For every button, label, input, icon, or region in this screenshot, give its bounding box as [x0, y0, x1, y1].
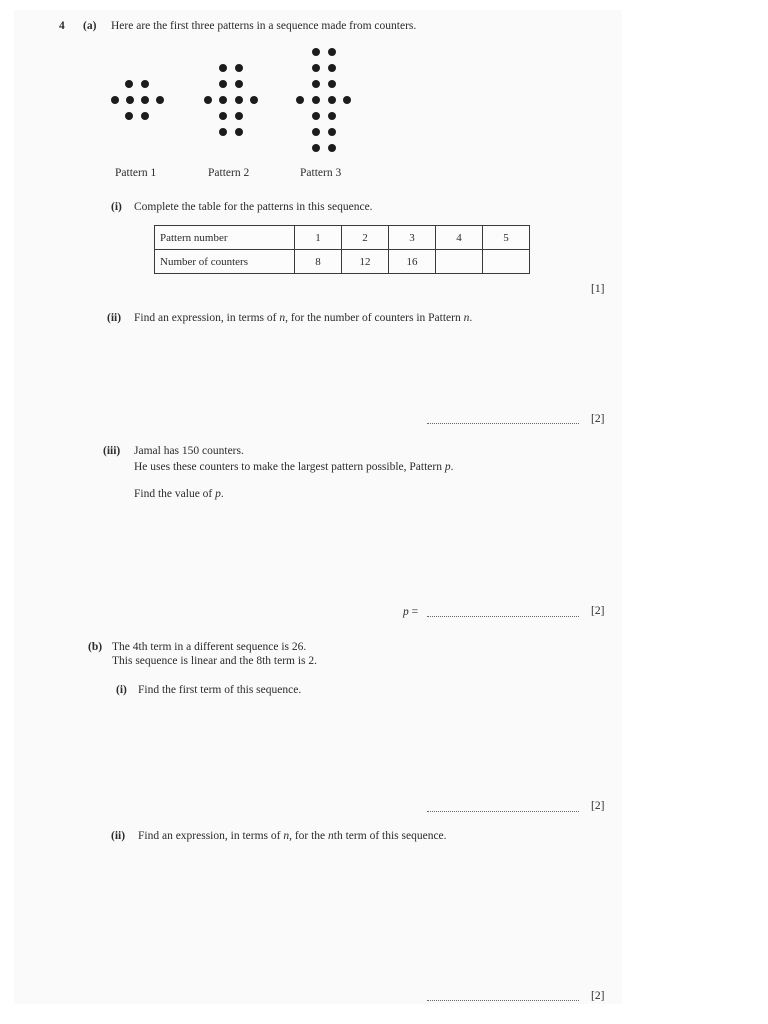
part-a-iii-label: (iii) [103, 445, 121, 457]
pattern-table [154, 225, 530, 274]
table-row-header: Number of counters [155, 250, 295, 274]
table-row [155, 226, 530, 250]
part-b-ii-text: Find an expression, in terms of n, for the nth term of this sequence. [138, 830, 447, 842]
pattern-number-cell: 3 [389, 226, 436, 250]
pattern-number-cell: 5 [483, 226, 530, 250]
counter-count-cell: 12 [342, 250, 389, 274]
table-row-header: Pattern number [155, 226, 295, 250]
part-b-i-text: Find the first term of this sequence. [138, 684, 302, 696]
answer-line-b-i[interactable] [427, 811, 579, 812]
marks-a-ii: [2] [591, 413, 605, 425]
answer-prefix-p: p = [403, 606, 419, 618]
marks-a-iii: [2] [591, 605, 605, 617]
part-a-iii-line2: He uses these counters to make the largest pattern possible, Pattern p. [134, 461, 454, 473]
part-a-intro: Here are the first three patterns in a sequence made from counters. [111, 20, 417, 32]
answer-line-b-ii[interactable] [427, 1000, 579, 1001]
counter-count-cell: 8 [295, 250, 342, 274]
pattern-number-cell: 4 [436, 226, 483, 250]
part-b-line1: The 4th term in a different sequence is 26. [112, 641, 307, 653]
pattern-number-cell: 2 [342, 226, 389, 250]
part-a-iii-line3: Find the value of p. [134, 488, 224, 500]
counter-count-cell: 16 [389, 250, 436, 274]
part-a-iii-line1: Jamal has 150 counters. [134, 445, 244, 457]
pattern-number-cell: 1 [295, 226, 342, 250]
question-number: 4 [59, 20, 65, 32]
part-a-label: (a) [83, 20, 97, 32]
part-b-ii-label: (ii) [111, 830, 126, 842]
answer-cell[interactable] [483, 250, 530, 274]
pattern-1-label: Pattern 1 [115, 167, 157, 179]
part-a-i-label: (i) [111, 201, 122, 213]
table-row [155, 250, 530, 274]
pattern-2-label: Pattern 2 [208, 167, 250, 179]
marks-a-i: [1] [591, 283, 605, 295]
part-b-i-label: (i) [116, 684, 127, 696]
marks-b-i: [2] [591, 800, 605, 812]
part-b-label: (b) [88, 641, 103, 653]
part-b-line2: This sequence is linear and the 8th term is 2. [112, 655, 318, 667]
marks-b-ii: [2] [591, 990, 605, 1002]
exam-page [14, 10, 622, 1004]
pattern-3-label: Pattern 3 [300, 167, 342, 179]
part-a-ii-label: (ii) [107, 312, 122, 324]
answer-line-a-iii[interactable] [427, 616, 579, 617]
part-a-ii-text: Find an expression, in terms of n, for the number of counters in Pattern n. [134, 312, 473, 324]
part-a-i-text: Complete the table for the patterns in this sequence. [134, 201, 373, 213]
answer-line-a-ii[interactable] [427, 423, 579, 424]
answer-cell[interactable] [436, 250, 483, 274]
